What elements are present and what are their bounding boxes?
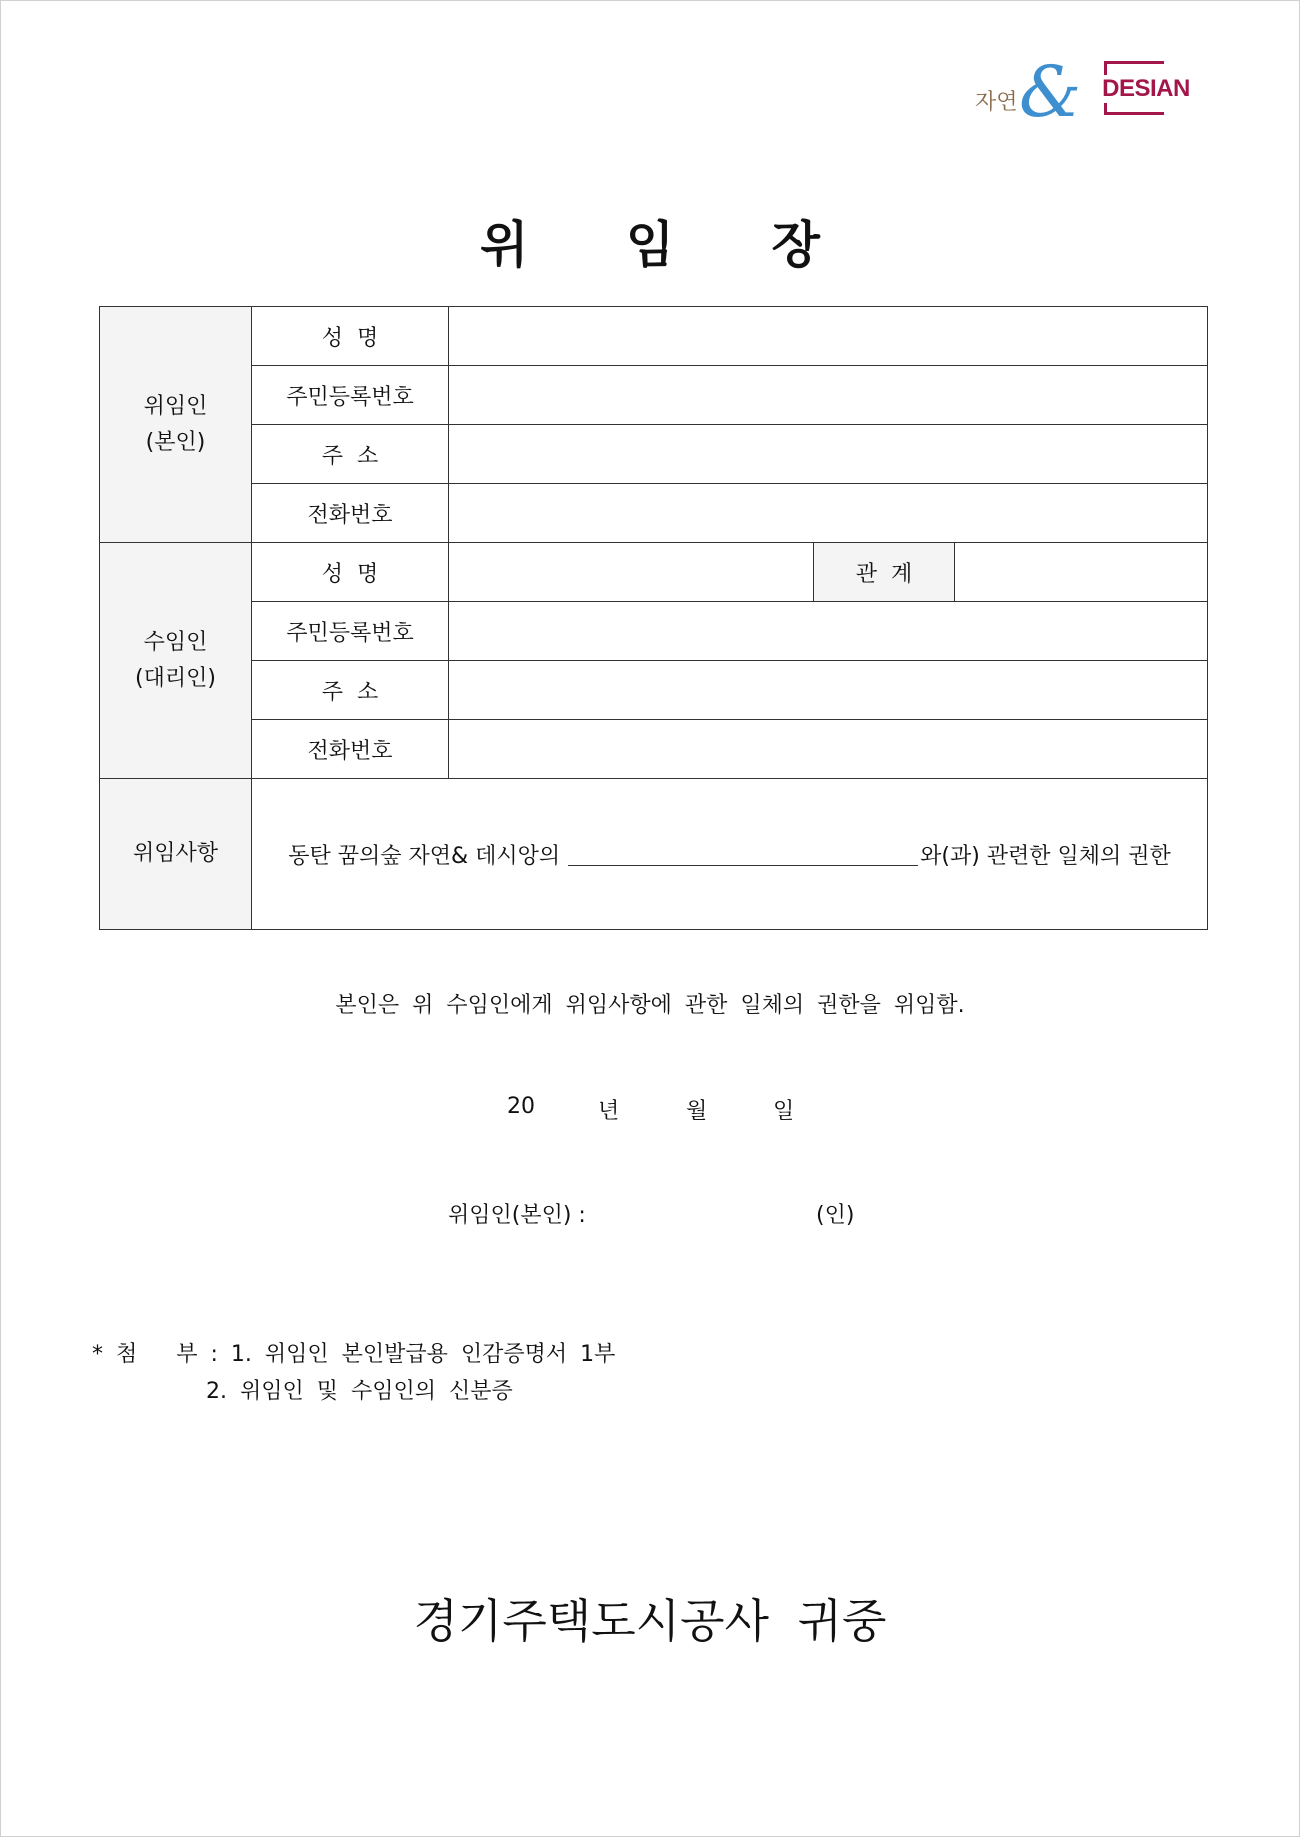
- matters-text-after: 와(과) 관련한 일체의 권한: [920, 843, 1171, 869]
- principal-phone-field[interactable]: [449, 484, 1208, 543]
- principal-name-label: 성 명: [252, 307, 449, 366]
- date-year-prefix: 20: [507, 1094, 535, 1119]
- title-char-2: 임: [625, 216, 675, 274]
- agent-name-field[interactable]: [449, 543, 814, 602]
- agent-group-label: [100, 543, 252, 779]
- agent-phone-label: 전화번호: [252, 720, 449, 779]
- agent-relation-field[interactable]: [955, 543, 1208, 602]
- title-char-1: 위: [480, 216, 529, 274]
- attachments: [92, 1336, 615, 1410]
- logo-ampersand: &: [1019, 51, 1082, 133]
- document-title: [0, 205, 1300, 277]
- agent-address-field[interactable]: [449, 661, 1208, 720]
- principal-phone-label: 전화번호: [252, 484, 449, 543]
- agent-address-label: 주 소: [252, 661, 449, 720]
- agent-name-label: 성 명: [252, 543, 449, 602]
- desian-logo: [1098, 61, 1193, 115]
- principal-label-line1: 위임인: [143, 393, 208, 419]
- attachments-prefix: * 첨 부 :: [92, 1342, 218, 1367]
- agent-rrn-field[interactable]: [449, 602, 1208, 661]
- attachment-item-1: 1. 위임인 본인발급용 인감증명서 1부: [230, 1342, 616, 1367]
- title-char-3: 장: [771, 216, 820, 274]
- agent-relation-label: 관 계: [814, 543, 955, 602]
- matters-label: 위임사항: [100, 779, 252, 930]
- principal-rrn-field[interactable]: [449, 366, 1208, 425]
- date-month: 월: [686, 1099, 708, 1124]
- agent-label-line2: (대리인): [135, 665, 216, 691]
- matters-blank-field[interactable]: [568, 843, 918, 866]
- principal-address-field[interactable]: [449, 425, 1208, 484]
- delegation-form-table: [99, 306, 1208, 930]
- agent-label-line1: 수임인: [143, 629, 208, 655]
- delegation-sentence: 본인은 위 수임인에게 위임사항에 관한 일체의 권한을 위임함.: [335, 993, 965, 1018]
- logo-brand-left: 자연: [975, 90, 1018, 115]
- principal-group-label: [100, 307, 252, 543]
- agent-rrn-label: 주민등록번호: [252, 602, 449, 661]
- principal-name-field[interactable]: [449, 307, 1208, 366]
- date-day: 일: [773, 1099, 795, 1124]
- principal-label-line2: (본인): [145, 429, 206, 455]
- principal-address-label: 주 소: [252, 425, 449, 484]
- matters-content: [252, 779, 1208, 930]
- principal-rrn-label: 주민등록번호: [252, 366, 449, 425]
- attachment-item-2: 2. 위임인 및 수임인의 신분증: [206, 1379, 513, 1404]
- recipient: 경기주택도시공사 귀중: [413, 1594, 887, 1648]
- matters-text-before: 동탄 꿈의숲 자연& 데시앙의: [288, 843, 561, 869]
- date-year: 년: [598, 1099, 620, 1124]
- signature-label: 위임인(본인) :: [448, 1203, 586, 1228]
- agent-phone-field[interactable]: [449, 720, 1208, 779]
- signature-seal: (인): [816, 1203, 855, 1228]
- brand-logo: [975, 51, 1200, 133]
- logo-brand-right: DESIAN: [1098, 75, 1194, 103]
